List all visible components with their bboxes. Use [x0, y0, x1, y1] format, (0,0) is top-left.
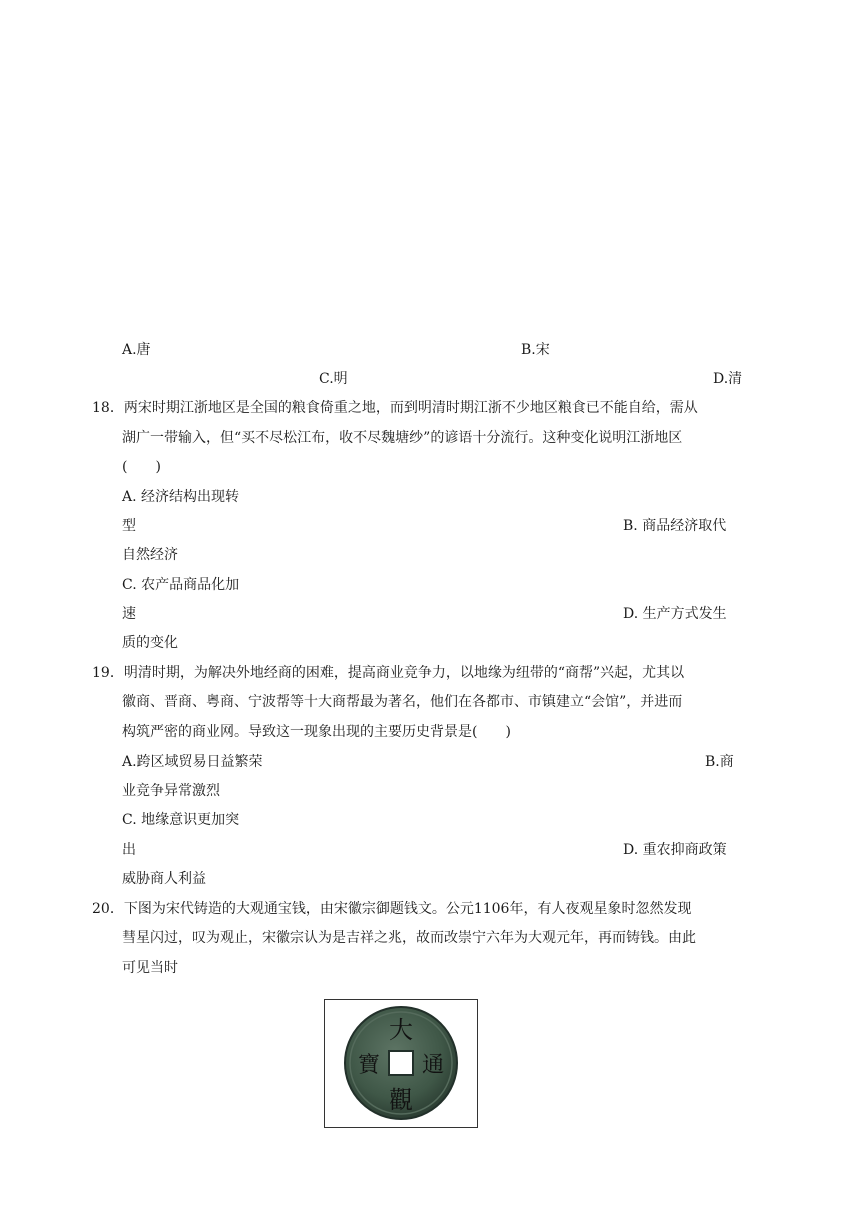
coin-char-top: 大 — [389, 1016, 413, 1044]
q19-option-b: B.商 — [705, 754, 734, 770]
q19-stem-line-2: 徽商、晋商、粤商、宁波帮等十大商帮最为著名，他们在各都市、市镇建立“会馆”，并进而 — [122, 694, 683, 710]
q18-option-a: A. 经济结构出现转 — [122, 489, 240, 505]
coin-char-left: 寶 — [357, 1053, 381, 1078]
q19-option-c: C. 地缘意识更加突 — [122, 812, 240, 828]
coin-square-hole — [389, 1051, 413, 1075]
q19-option-c-cont: 出 — [122, 842, 136, 858]
q19-option-d: D. 重农抑商政策 — [623, 842, 727, 858]
coin-figure — [324, 999, 478, 1128]
q20-stem-line-3: 可见当时 — [122, 960, 178, 976]
q18-option-a-cont: 型 — [122, 518, 136, 534]
q18-option-c: C. 农产品商品化加 — [122, 577, 240, 593]
q18-option-b: B. 商品经济取代 — [623, 518, 727, 534]
q17-option-d: D.清 — [713, 371, 743, 387]
q17-option-c: C.明 — [319, 371, 348, 387]
q18-option-c-cont: 速 — [122, 606, 136, 622]
q20-stem-line-2: 彗星闪过，叹为观止，宋徽宗认为是吉祥之兆，故而改崇宁六年为大观元年，再而铸钱。由此 — [122, 930, 696, 946]
q17-option-a: A.唐 — [122, 342, 151, 358]
q18-option-d-cont: 质的变化 — [122, 635, 178, 651]
q19-option-b-cont: 业竞争异常激烈 — [122, 783, 220, 799]
q19-option-a: A.跨区域贸易日益繁荣 — [122, 754, 263, 770]
q18-stem-line-2: 湖广一带输入，但“买不尽松江布，收不尽魏塘纱”的谚语十分流行。这种变化说明江浙地区 — [122, 430, 683, 446]
q19-stem-line-1: 19．明清时期，为解决外地经商的困难，提高商业竞争力，以地缘为纽带的“商帮”兴起，尤其以 — [92, 665, 685, 681]
q19-stem-line-3: 构筑严密的商业网。导致这一现象出现的主要历史背景是( ) — [122, 724, 511, 740]
q18-option-d: D. 生产方式发生 — [623, 606, 727, 622]
coin-char-right: 通 — [421, 1053, 445, 1078]
daguan-coin-image — [325, 1000, 477, 1127]
q18-stem-line-1: 18．两宋时期江浙地区是全国的粮食倚重之地，而到明清时期江浙不少地区粮食已不能自给，需从 — [92, 400, 698, 416]
q18-answer-blank: ( ) — [122, 459, 161, 475]
q20-stem-line-1: 20．下图为宋代铸造的大观通宝钱，由宋徽宗御题钱文。公元1106年，有人夜观星象时忽然发现 — [92, 901, 692, 917]
q18-option-b-cont: 自然经济 — [122, 547, 178, 563]
q17-option-b: B.宋 — [521, 342, 550, 358]
q19-option-d-cont: 威胁商人利益 — [122, 871, 206, 887]
coin-char-bottom: 觀 — [389, 1086, 413, 1114]
